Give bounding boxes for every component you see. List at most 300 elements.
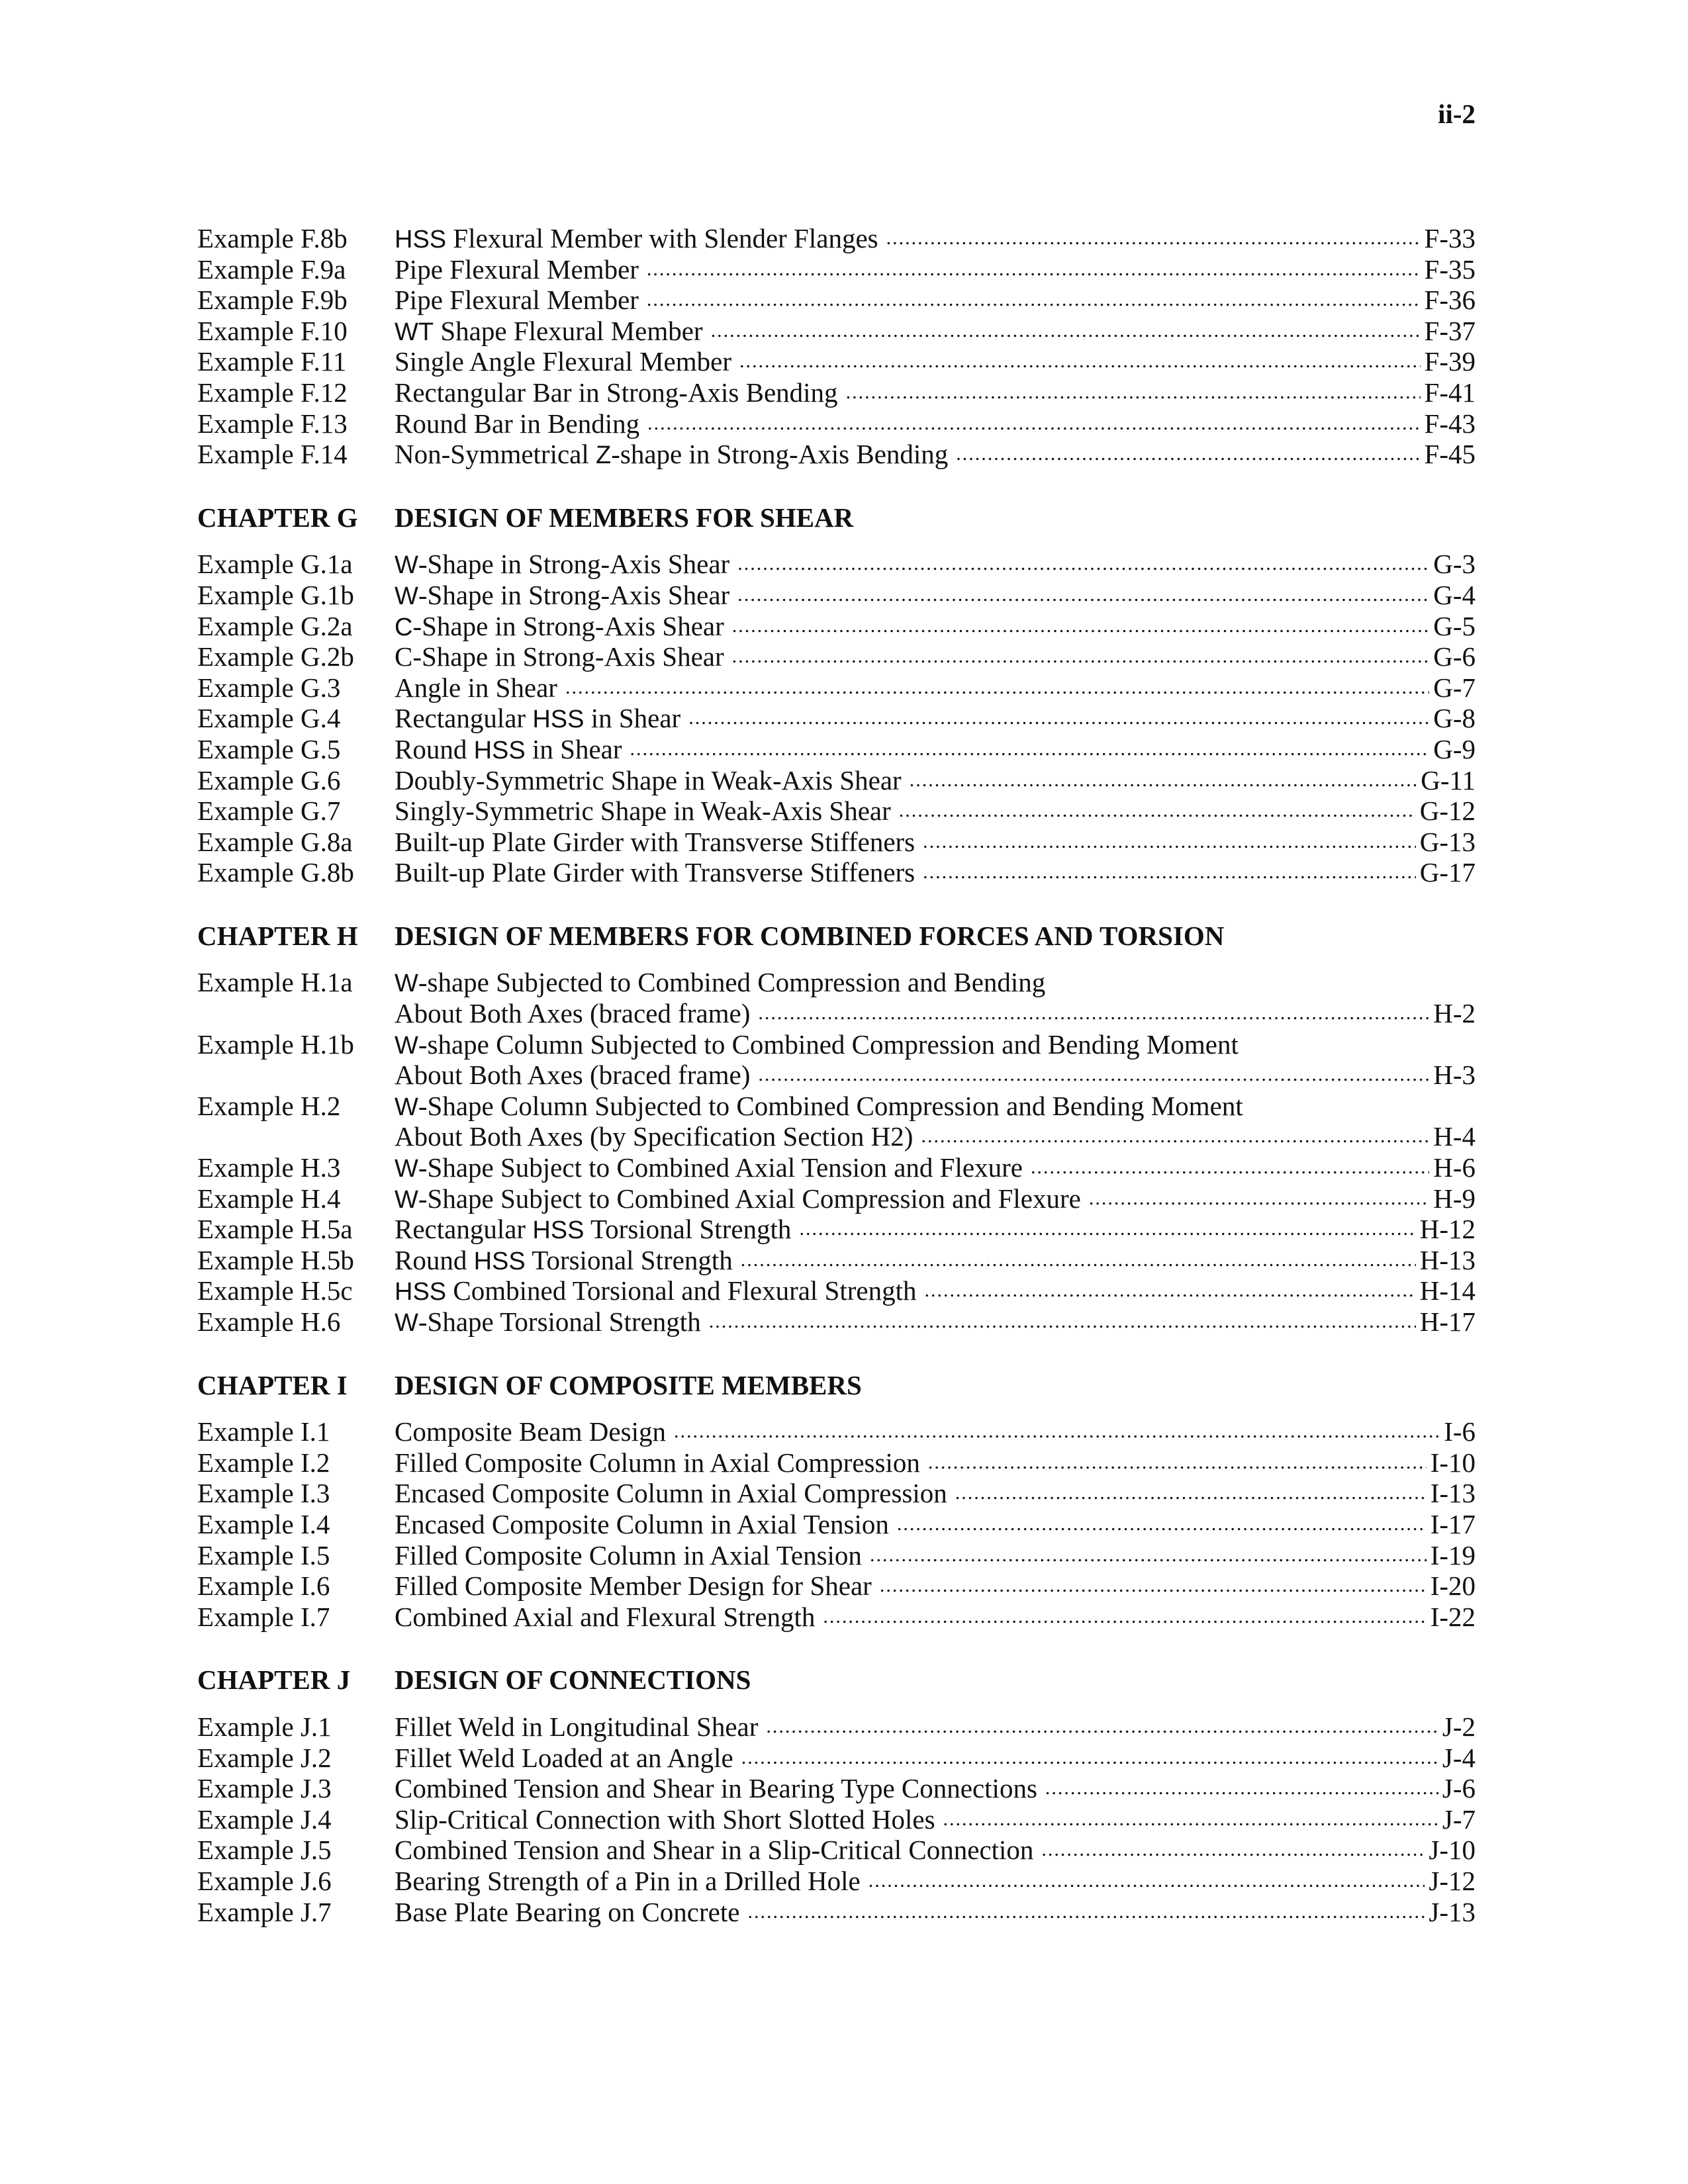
shape-designation: Z <box>596 441 612 470</box>
page-reference[interactable]: H-13 <box>1419 1244 1476 1275</box>
example-label: Example G.1a <box>197 549 353 580</box>
dot-leader <box>766 1711 1438 1743</box>
toc-entry[interactable] <box>197 549 1476 580</box>
page-reference[interactable]: H-6 <box>1433 1152 1476 1183</box>
toc-entry[interactable] <box>197 1804 1476 1835</box>
shape-designation: W <box>395 1031 418 1060</box>
example-label: Example H.3 <box>197 1152 341 1183</box>
dot-leader <box>747 1897 1425 1928</box>
toc-entry[interactable] <box>197 734 1476 765</box>
entry-title <box>395 1121 913 1152</box>
toc-entry[interactable] <box>197 703 1476 734</box>
example-label: Example F.13 <box>197 408 348 439</box>
toc-entry[interactable] <box>197 1773 1476 1804</box>
toc-entry-continuation[interactable] <box>197 998 1476 1029</box>
dot-leader <box>943 1804 1438 1835</box>
example-label: Example G.8b <box>197 857 354 888</box>
page-reference[interactable]: F-43 <box>1424 408 1476 439</box>
toc-entry[interactable] <box>197 1897 1476 1928</box>
toc-entry[interactable] <box>197 1711 1476 1743</box>
toc-entry[interactable] <box>197 1183 1476 1214</box>
dot-leader <box>688 703 1429 734</box>
example-label: Example J.1 <box>197 1711 332 1742</box>
title-text: Rectangular <box>395 1214 533 1245</box>
example-label: Example G.6 <box>197 764 341 796</box>
shape-designation: HSS <box>473 736 526 764</box>
page-reference[interactable]: F-33 <box>1424 223 1476 253</box>
entry-title <box>395 549 729 580</box>
example-label: Example F.9b <box>197 285 348 316</box>
toc-entry[interactable] <box>197 316 1476 347</box>
toc-entry[interactable] <box>197 796 1476 827</box>
page-reference[interactable]: G-3 <box>1433 549 1476 580</box>
title-text: Round <box>395 1244 474 1275</box>
entry-title <box>395 703 680 734</box>
example-label: Example J.6 <box>197 1865 332 1896</box>
title-text: Round <box>395 733 474 764</box>
chapter-title: DESIGN OF CONNECTIONS <box>395 1664 751 1696</box>
example-label: Example G.3 <box>197 672 341 703</box>
page-reference[interactable]: G-6 <box>1433 641 1476 672</box>
title-text: Filled Composite Column in Axial Tension <box>395 1539 862 1570</box>
chapter-label: CHAPTER I <box>197 1369 348 1400</box>
toc-entry[interactable] <box>197 1214 1476 1245</box>
entry-title <box>395 439 948 470</box>
entry-title <box>395 1416 666 1447</box>
example-label: Example J.2 <box>197 1742 332 1773</box>
page-reference[interactable]: I-22 <box>1430 1601 1476 1632</box>
example-label: Example F.9a <box>197 253 346 285</box>
toc-entry[interactable] <box>197 408 1476 439</box>
example-label <box>197 998 395 1029</box>
dot-leader <box>846 377 1421 408</box>
chapter-heading <box>197 921 1476 952</box>
page-reference[interactable]: J-7 <box>1442 1803 1476 1835</box>
page-reference[interactable]: I-19 <box>1430 1539 1476 1570</box>
toc-entry[interactable] <box>197 857 1476 888</box>
example-label: Example I.1 <box>197 1416 330 1447</box>
example-label: Example H.4 <box>197 1183 341 1214</box>
page-reference[interactable]: J-4 <box>1442 1742 1476 1773</box>
title-text: Round Bar in Bending <box>395 408 640 439</box>
page-reference[interactable]: F-36 <box>1424 285 1476 316</box>
chapter-label: CHAPTER G <box>197 502 358 533</box>
page-reference[interactable]: G-13 <box>1419 826 1476 857</box>
example-label: Example J.7 <box>197 1896 332 1927</box>
dot-leader <box>1031 1152 1429 1183</box>
page-reference[interactable]: G-4 <box>1433 579 1476 610</box>
title-text: Slip-Critical Connection with Short Slotted Holes <box>395 1803 935 1835</box>
example-label: Example G.7 <box>197 796 341 827</box>
entry-title <box>395 1091 1243 1122</box>
toc-entry[interactable] <box>197 611 1476 642</box>
entry-title <box>395 316 703 347</box>
page-reference[interactable]: G-9 <box>1433 733 1476 764</box>
dot-leader <box>1041 1835 1425 1866</box>
toc-entry[interactable] <box>197 1416 1476 1447</box>
example-label: Example F.11 <box>197 346 347 377</box>
title-text: Composite Beam Design <box>395 1416 666 1447</box>
entry-title <box>395 796 891 827</box>
dot-leader <box>674 1416 1440 1447</box>
toc-entry[interactable] <box>197 967 1476 998</box>
example-label: Example H.5a <box>197 1214 353 1245</box>
dot-leader <box>870 1540 1427 1571</box>
dot-leader <box>955 1478 1427 1509</box>
entry-title <box>395 1478 947 1509</box>
dot-leader <box>741 1743 1438 1774</box>
entry-title <box>395 1306 701 1338</box>
title-text: About Both Axes (braced frame) <box>395 998 751 1029</box>
title-text: Base Plate Bearing on Concrete <box>395 1896 740 1927</box>
title-text: Encased Composite Column in Axial Tension <box>395 1508 889 1539</box>
title-text: -Shape in Strong-Axis Shear <box>418 549 730 580</box>
page-reference[interactable]: G-8 <box>1433 703 1476 734</box>
example-label: Example F.10 <box>197 315 348 346</box>
toc-entry[interactable] <box>197 439 1476 470</box>
page-reference[interactable]: J-13 <box>1429 1896 1476 1927</box>
title-text: Built-up Plate Girder with Transverse Stiffeners <box>395 826 915 857</box>
page-reference[interactable]: F-39 <box>1424 346 1476 377</box>
page-reference[interactable]: H-2 <box>1433 998 1476 1029</box>
entry-title <box>395 285 639 316</box>
page-reference[interactable]: I-13 <box>1430 1478 1476 1509</box>
title-text: Singly-Symmetric Shape in Weak-Axis Shear <box>395 796 891 827</box>
entry-title <box>395 1275 917 1306</box>
toc-entry[interactable] <box>197 1866 1476 1897</box>
toc-entry[interactable] <box>197 1509 1476 1540</box>
entry-title <box>395 1152 1023 1183</box>
entry-title <box>395 1214 791 1245</box>
dot-leader <box>897 1509 1427 1540</box>
page-reference[interactable]: I-20 <box>1430 1570 1476 1602</box>
title-text: Combined Tension and Shear in a Slip-Critical Connection <box>395 1835 1034 1866</box>
page-reference[interactable]: H-12 <box>1419 1214 1476 1245</box>
page-reference[interactable]: G-5 <box>1433 610 1476 641</box>
toc-entry[interactable] <box>197 254 1476 285</box>
dot-leader <box>737 549 1429 580</box>
page-reference[interactable]: J-10 <box>1429 1835 1476 1866</box>
page-reference[interactable]: I-17 <box>1430 1508 1476 1539</box>
entry-title <box>395 254 639 285</box>
title-text: Non-Symmetrical <box>395 439 596 470</box>
chapter-title: DESIGN OF MEMBERS FOR SHEAR <box>395 502 854 533</box>
toc-entry[interactable] <box>197 1835 1476 1866</box>
title-text: Angle in Shear <box>395 672 557 703</box>
page-reference[interactable]: F-35 <box>1424 253 1476 285</box>
entry-title <box>395 1711 758 1743</box>
example-label: Example G.2a <box>197 610 353 641</box>
toc-entry-continuation[interactable] <box>197 1121 1476 1152</box>
dot-leader <box>923 857 1416 888</box>
example-label: Example I.3 <box>197 1478 330 1509</box>
toc-entry[interactable] <box>197 1306 1476 1338</box>
chapter-title: DESIGN OF COMPOSITE MEMBERS <box>395 1369 862 1400</box>
chapter-heading <box>197 1664 1476 1696</box>
dot-leader <box>886 223 1421 254</box>
dot-leader <box>732 611 1429 642</box>
entry-title <box>395 611 724 642</box>
entry-title <box>395 1509 889 1540</box>
title-text: Combined Torsional and Flexural Strength <box>446 1275 917 1306</box>
example-label: Example H.1b <box>197 1028 354 1060</box>
page-reference[interactable]: I-6 <box>1444 1416 1476 1447</box>
entry-title <box>395 1743 733 1774</box>
dot-leader <box>928 1447 1427 1479</box>
toc-entry[interactable] <box>197 1540 1476 1571</box>
title-text: About Both Axes (braced frame) <box>395 1060 751 1091</box>
title-text: in Shear <box>525 733 622 764</box>
dot-leader <box>823 1602 1426 1633</box>
entry-title <box>395 223 878 254</box>
toc-entry[interactable] <box>197 285 1476 316</box>
entry-title <box>395 1183 1081 1214</box>
chapter-title: DESIGN OF MEMBERS FOR COMBINED FORCES AND TORSION <box>395 920 1225 951</box>
title-text: Pipe Flexural Member <box>395 285 639 316</box>
example-label: Example H.2 <box>197 1090 341 1121</box>
title-text: Combined Tension and Shear in Bearing Type Connections <box>395 1773 1037 1804</box>
chapter-heading <box>197 1370 1476 1401</box>
chapter-label: CHAPTER H <box>197 920 358 951</box>
shape-designation: W <box>395 1309 418 1337</box>
title-text: -Shape Column Subjected to Combined Compression and Bending Moment <box>418 1090 1243 1121</box>
entry-title <box>395 967 1045 998</box>
entry-title <box>395 1540 862 1571</box>
title-text: About Both Axes (by Specification Section H2) <box>395 1121 914 1152</box>
entry-title <box>395 1245 733 1276</box>
page-reference[interactable]: H-17 <box>1419 1306 1476 1337</box>
example-label: Example J.4 <box>197 1803 332 1835</box>
dot-leader <box>709 1306 1416 1338</box>
toc-entry[interactable] <box>197 1245 1476 1276</box>
page-reference[interactable]: G-17 <box>1419 857 1476 888</box>
page-reference[interactable]: G-12 <box>1419 796 1476 827</box>
entry-title <box>395 1835 1033 1866</box>
title-text: Flexural Member with Slender Flanges <box>446 223 878 253</box>
entry-title <box>395 1060 750 1091</box>
title-text: Doubly-Symmetric Shape in Weak-Axis Shear <box>395 764 902 796</box>
shape-designation: HSS <box>395 1278 447 1306</box>
dot-leader <box>741 1245 1416 1276</box>
title-text: Filled Composite Column in Axial Compression <box>395 1447 920 1478</box>
toc-entry[interactable] <box>197 1602 1476 1633</box>
example-label <box>197 1060 395 1091</box>
chapter-heading <box>197 502 1476 533</box>
page-reference[interactable]: F-45 <box>1424 439 1476 470</box>
dot-leader <box>711 316 1421 347</box>
title-text: Pipe Flexural Member <box>395 253 639 285</box>
entry-title <box>395 346 731 377</box>
dot-leader <box>647 254 1421 285</box>
shape-designation: W <box>395 1093 418 1121</box>
entry-title <box>395 580 729 611</box>
example-label: Example F.12 <box>197 377 348 408</box>
example-label: Example G.1b <box>197 579 354 610</box>
title-text: Torsional Strength <box>584 1214 792 1245</box>
title-text: Torsional Strength <box>525 1244 733 1275</box>
example-label: Example F.14 <box>197 439 348 470</box>
dot-leader <box>739 346 1421 377</box>
title-text: -shape Subjected to Combined Compression and Bending <box>418 967 1046 998</box>
entry-title <box>395 857 915 888</box>
toc-entry[interactable] <box>197 672 1476 704</box>
title-text: Rectangular Bar in Strong-Axis Bending <box>395 377 838 408</box>
example-label: Example G.2b <box>197 641 354 672</box>
example-label: Example J.3 <box>197 1773 332 1804</box>
page-reference[interactable]: H-14 <box>1419 1275 1476 1306</box>
dot-leader <box>925 1275 1416 1306</box>
entry-title <box>395 1897 739 1928</box>
title-text: Built-up Plate Girder with Transverse Stiffeners <box>395 857 915 888</box>
page-reference[interactable]: G-11 <box>1421 764 1476 796</box>
title-text: Shape Flexural Member <box>434 315 703 346</box>
example-label: Example I.7 <box>197 1601 330 1632</box>
shape-designation: W <box>395 551 418 580</box>
example-label: Example F.8b <box>197 223 348 253</box>
dot-leader <box>899 796 1416 827</box>
title-text: Encased Composite Column in Axial Compression <box>395 1478 947 1509</box>
shape-designation: HSS <box>532 705 585 734</box>
title-text: in Shear <box>584 703 681 734</box>
dot-leader <box>923 827 1416 858</box>
example-label: Example G.8a <box>197 826 353 857</box>
title-text: -Shape Torsional Strength <box>418 1306 701 1337</box>
example-label: Example H.6 <box>197 1306 341 1337</box>
shape-designation: W <box>395 1155 418 1183</box>
entry-title <box>395 765 902 796</box>
dot-leader <box>737 580 1429 611</box>
shape-designation: WT <box>395 318 434 346</box>
toc-entry[interactable] <box>197 1029 1476 1060</box>
page-reference[interactable]: I-10 <box>1430 1447 1476 1478</box>
toc-entry[interactable] <box>197 1275 1476 1306</box>
title-text: -Shape in Strong-Axis Shear <box>418 579 730 610</box>
dot-leader <box>732 641 1430 672</box>
entry-title <box>395 1866 861 1897</box>
toc-entry[interactable] <box>197 1743 1476 1774</box>
toc-entry[interactable] <box>197 1478 1476 1509</box>
toc-entry[interactable] <box>197 1152 1476 1183</box>
shape-designation: W <box>395 1185 418 1214</box>
toc-entry[interactable] <box>197 827 1476 858</box>
title-text: Single Angle Flexural Member <box>395 346 731 377</box>
entry-title <box>395 998 750 1029</box>
title-text: -Shape Subject to Combined Axial Tension and Flexure <box>418 1152 1023 1183</box>
shape-designation: W <box>395 582 418 610</box>
toc-entry[interactable] <box>197 1447 1476 1479</box>
shape-designation: HSS <box>532 1216 585 1245</box>
page-number: ii-2 <box>1438 99 1476 129</box>
toc-entry[interactable] <box>197 580 1476 611</box>
page-reference[interactable]: J-2 <box>1442 1711 1476 1742</box>
dot-leader <box>565 672 1429 704</box>
toc-entry[interactable] <box>197 1091 1476 1122</box>
shape-designation: HSS <box>395 226 447 253</box>
dot-leader <box>1089 1183 1429 1214</box>
title-text: Rectangular <box>395 703 533 734</box>
dot-leader <box>799 1214 1415 1245</box>
chapter-label: CHAPTER J <box>197 1664 351 1696</box>
entry-title <box>395 1804 935 1835</box>
example-label: Example J.5 <box>197 1835 332 1866</box>
dot-leader <box>1045 1773 1438 1804</box>
dot-leader <box>647 408 1420 439</box>
title-text: C-Shape in Strong-Axis Shear <box>395 641 724 672</box>
entry-title <box>395 1447 920 1479</box>
entry-title <box>395 1029 1239 1060</box>
dot-leader <box>956 439 1420 470</box>
example-label: Example I.2 <box>197 1447 330 1478</box>
shape-designation: C <box>395 613 413 641</box>
page-reference[interactable]: G-7 <box>1433 672 1476 703</box>
example-label: Example G.4 <box>197 703 341 734</box>
dot-leader <box>758 998 1429 1029</box>
title-text: -shape in Strong-Axis Bending <box>611 439 949 470</box>
example-label: Example H.5b <box>197 1244 354 1275</box>
page-reference[interactable]: H-9 <box>1433 1183 1476 1214</box>
page-reference[interactable]: F-41 <box>1424 377 1476 408</box>
page-reference[interactable]: J-12 <box>1429 1865 1476 1896</box>
title-text: Combined Axial and Flexural Strength <box>395 1601 816 1632</box>
shape-designation: W <box>395 970 418 998</box>
dot-leader <box>880 1570 1427 1602</box>
example-label: Example H.1a <box>197 967 353 998</box>
entry-title <box>395 1773 1037 1804</box>
example-label: Example G.5 <box>197 733 341 764</box>
title-text: Fillet Weld in Longitudinal Shear <box>395 1711 759 1742</box>
page-reference[interactable]: F-37 <box>1424 315 1476 346</box>
entry-title <box>395 827 915 858</box>
title-text: -shape Column Subjected to Combined Compression and Bending Moment <box>418 1028 1239 1060</box>
entry-title <box>395 1602 815 1633</box>
dot-leader <box>910 765 1417 796</box>
example-label: Example H.5c <box>197 1275 353 1306</box>
page-reference[interactable]: J-6 <box>1442 1773 1476 1804</box>
dot-leader <box>921 1121 1429 1152</box>
toc-entry[interactable] <box>197 641 1476 672</box>
dot-leader <box>647 285 1421 316</box>
dot-leader <box>868 1866 1425 1897</box>
example-label <box>197 1121 395 1152</box>
title-text: Filled Composite Member Design for Shear <box>395 1570 872 1602</box>
toc-entry[interactable] <box>197 765 1476 796</box>
example-label: Example I.4 <box>197 1508 330 1539</box>
entry-title <box>395 641 724 672</box>
toc-entry[interactable] <box>197 346 1476 377</box>
page-reference[interactable]: H-3 <box>1433 1060 1476 1091</box>
toc-entry[interactable] <box>197 1570 1476 1602</box>
title-text: -Shape Subject to Combined Axial Compression and Flexure <box>418 1183 1081 1214</box>
dot-leader <box>758 1060 1429 1091</box>
title-text: -Shape in Strong-Axis Shear <box>412 610 724 641</box>
example-label: Example I.6 <box>197 1570 330 1602</box>
page-reference[interactable]: H-4 <box>1433 1121 1476 1152</box>
entry-title <box>395 377 838 408</box>
table-of-contents <box>197 223 1476 1927</box>
title-text: Bearing Strength of a Pin in a Drilled Hole <box>395 1865 861 1896</box>
entry-title <box>395 408 639 439</box>
entry-title <box>395 672 557 704</box>
entry-title <box>395 734 622 765</box>
toc-entry-continuation[interactable] <box>197 1060 1476 1091</box>
example-label: Example I.5 <box>197 1539 330 1570</box>
dot-leader <box>630 734 1430 765</box>
shape-designation: HSS <box>473 1247 526 1275</box>
toc-entry[interactable] <box>197 223 1476 254</box>
entry-title <box>395 1570 872 1602</box>
title-text: Fillet Weld Loaded at an Angle <box>395 1742 733 1773</box>
toc-entry[interactable] <box>197 377 1476 408</box>
